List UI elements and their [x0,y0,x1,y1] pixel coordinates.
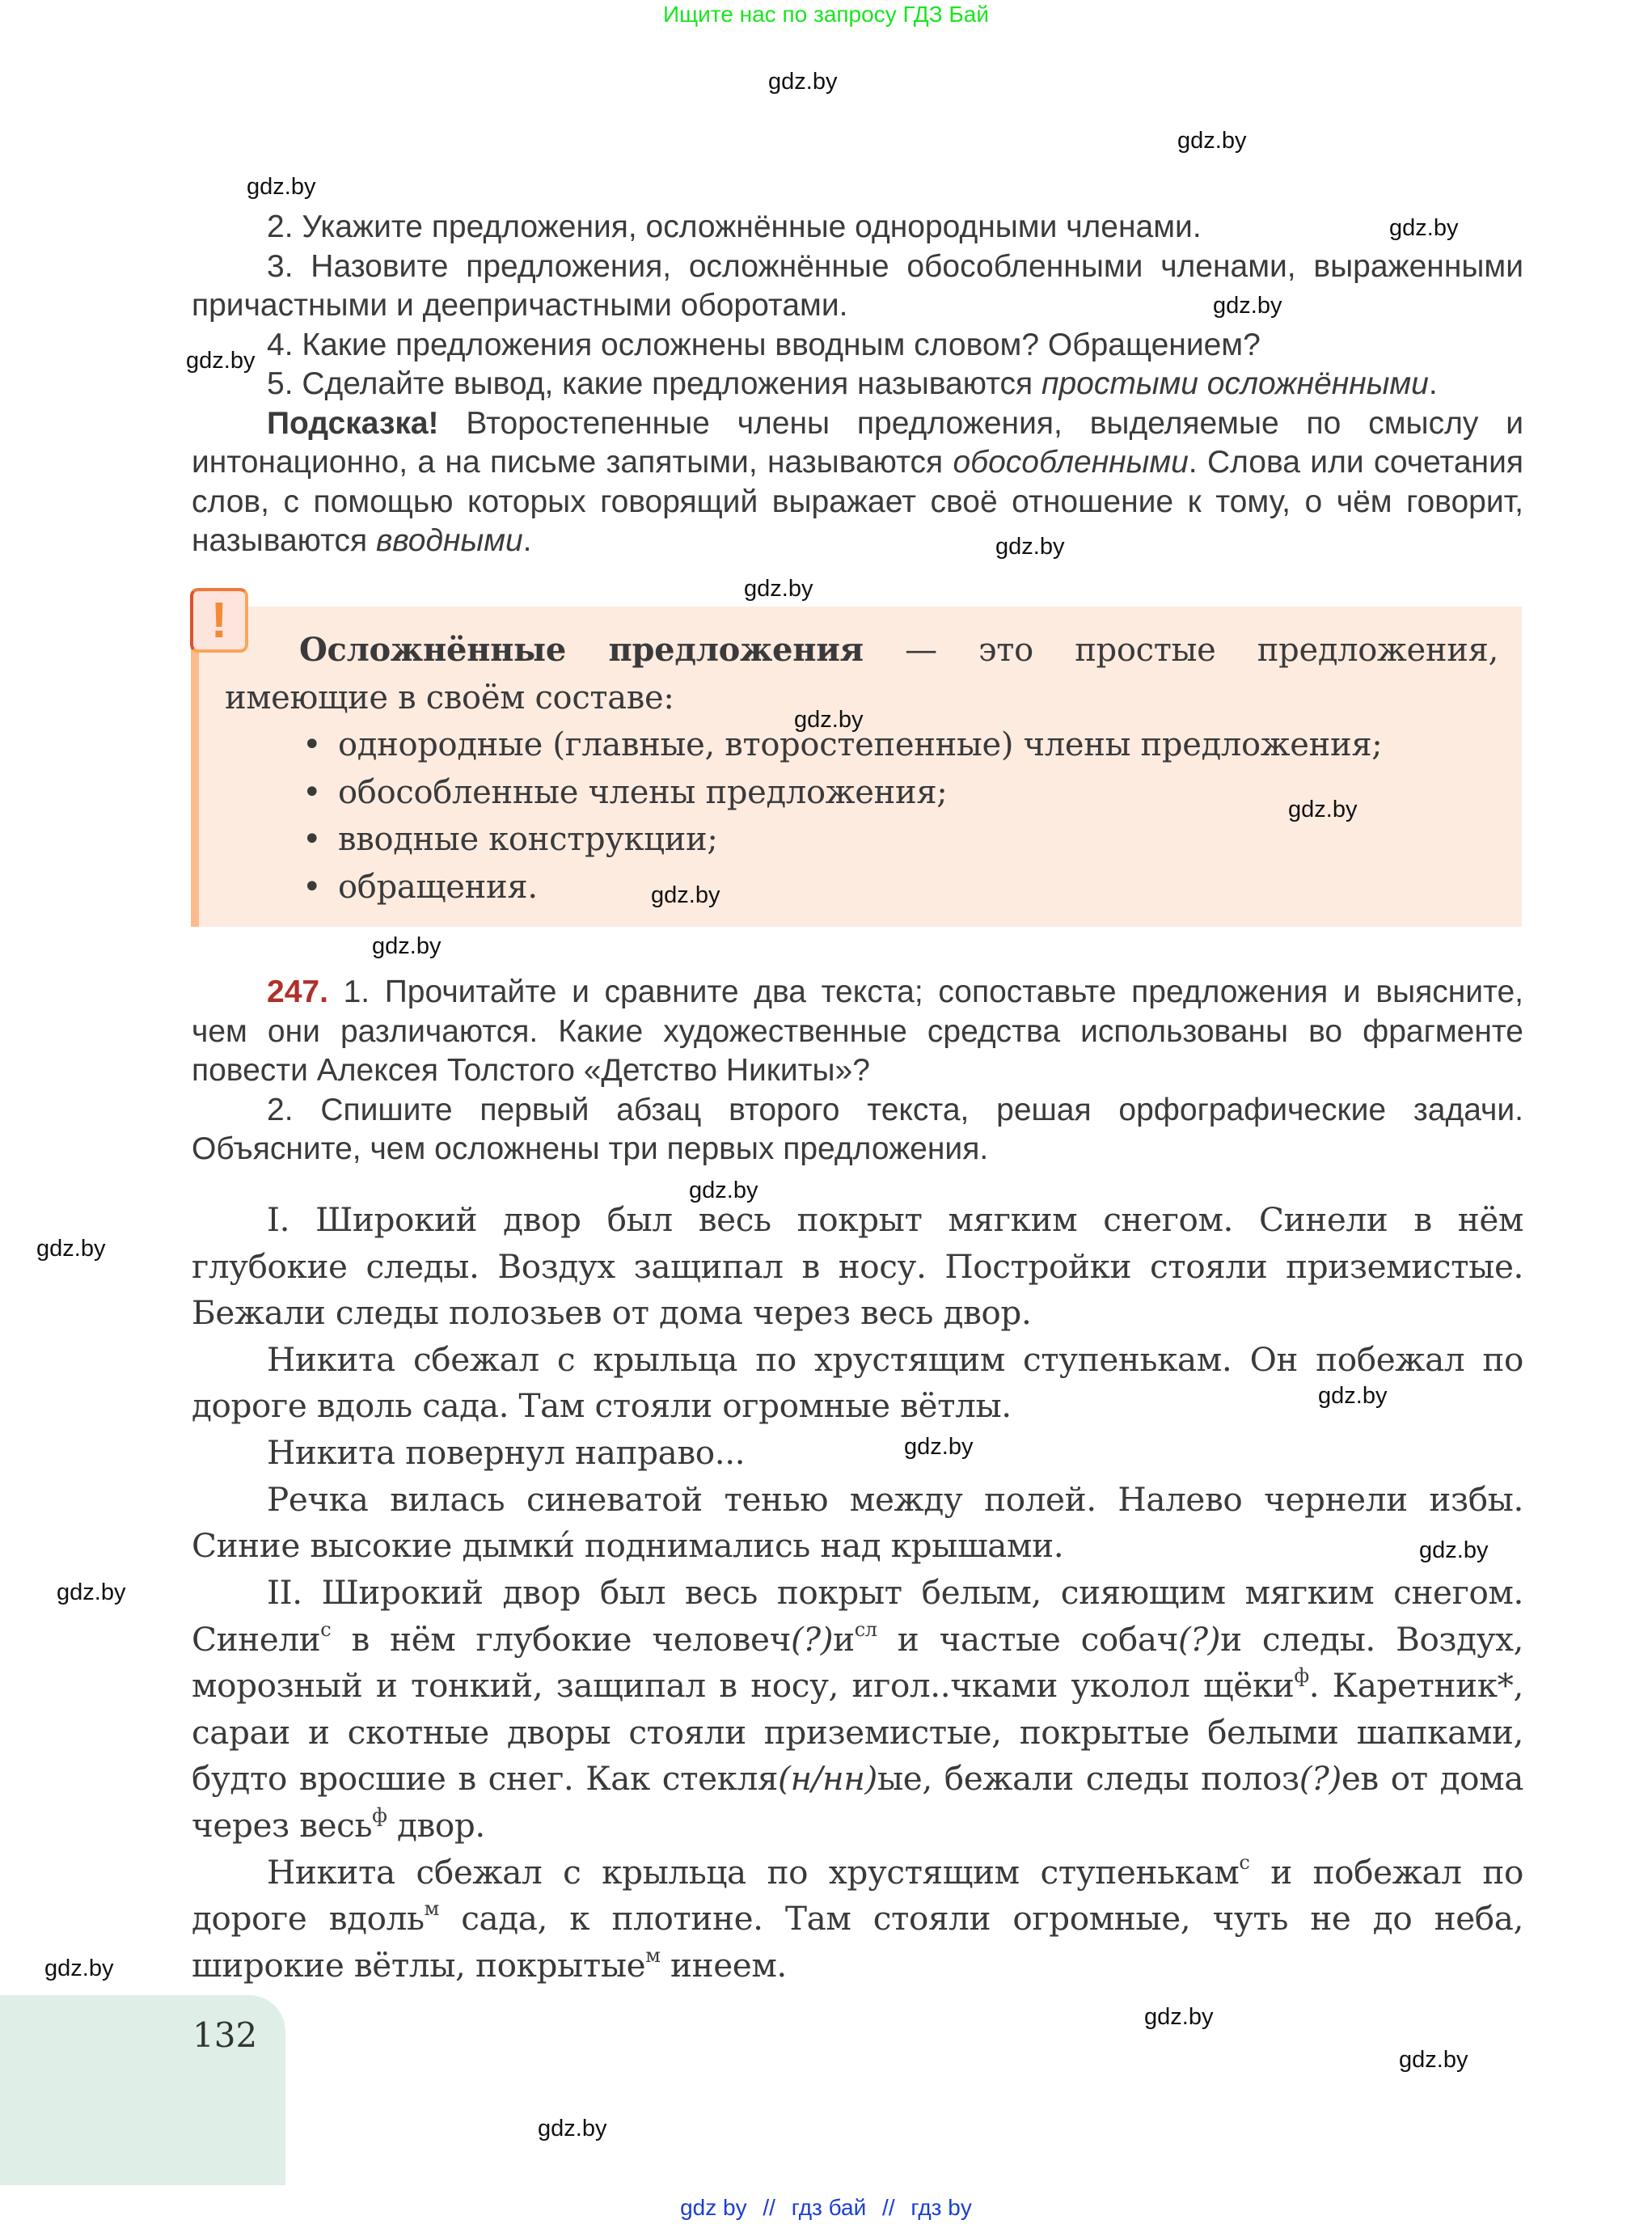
exercise-247 [192,973,1523,1169]
text-two [192,1570,1523,1989]
watermark: gdz.by [1213,293,1282,319]
watermark: gdz.by [1419,1537,1489,1563]
term-italic: простыми осложнёнными [1041,366,1429,401]
footer-link[interactable]: гдз by [911,2195,972,2220]
watermark: gdz.by [1177,128,1247,154]
question-5: 5. Сделайте вывод, какие предложения называются простыми осложнёнными. [267,366,1438,401]
footer-link[interactable]: гдз бай [791,2195,867,2220]
watermark: gdz.by [1389,215,1459,241]
exercise-task-2: 2. Спишите первый абзац второго текста, решая орфографические задачи. Объясните, чем осложнены три первых предложения. [192,1092,1523,1166]
rule-term: Осложнённые предложения [299,631,864,669]
watermark: gdz.by [57,1579,126,1605]
bullet-icon: • [302,821,322,858]
spelling-gap: (?) [1299,1759,1341,1799]
watermark: gdz.by [651,882,720,908]
watermark: gdz.by [44,1956,114,1981]
watermark: gdz.by [247,174,316,200]
exclamation-icon: ! [210,592,228,649]
search-banner: Ищите нас по запросу ГДЗ Бай [662,2,990,27]
rule-definition: Осложнённые предложения — это простые предложения, имеющие в своём составе: [225,631,1498,717]
footer-separator: // [763,2195,775,2220]
text-one-paragraph: Никита сбежал с крыльца по хрустящим ступенькам. Он побежал по дороге вдоль сада. Там стояли огромные вётлы. [192,1339,1523,1426]
footer-links [0,2195,1652,2221]
watermark: gdz.by [744,576,813,602]
hint-paragraph: Подсказка! Второстепенные члены предложения, выделяемые по смыслу и интонационно, а на письме запятыми, называются обособленными. Слова или сочетания слов, с помощью которых говорящий выражает своё отношение к тому, о чём говорит, называются вводными. [192,405,1523,558]
bullet-icon: • [302,726,322,763]
rule-text [225,627,1498,911]
rule-item: • однородные (главные, второстепенные) члены предложения; [225,721,1498,769]
questions-block [192,208,1523,561]
spelling-gap: (?) [1177,1619,1221,1659]
watermark: gdz.by [372,933,442,959]
watermark: gdz.by [1144,2004,1214,2030]
question-4: 4. Какие предложения осложнены вводным словом? Обращением? [267,327,1261,362]
text-one-paragraph: I. Широкий двор был весь покрыт мягким снегом. Синели в нём глубокие следы. Воздух защипал в носу. Постройки стояли приземистые. Бежали следы полозьев от дома через весь двор. [192,1200,1523,1333]
watermark: gdz.by [1399,2047,1468,2073]
footer-separator: // [882,2195,895,2220]
watermark: gdz.by [36,1236,106,1262]
exercise-number: 247. [267,975,328,1009]
watermark: gdz.by [995,534,1065,560]
watermark: gdz.by [689,1178,758,1203]
page-number: 132 [192,2015,258,2055]
watermark: gdz.by [904,1434,974,1460]
text-one-paragraph: Никита повернул направо... [267,1432,746,1472]
question-3: 3. Назовите предложения, осложнённые обособленными членами, выраженными причастными и деепричастными оборотами. [192,248,1523,323]
text-one-paragraph: Речка вилась синеватой тенью между полей. Налево чернели избы. Синие высокие дымки́ поднимались над крышами. [192,1479,1523,1566]
spelling-gap: (?) [790,1619,834,1659]
bullet-icon: • [302,773,322,811]
hint-label: Подсказка! [267,405,439,441]
text-two-paragraph: Никита сбежал с крыльца по хрустящим ступенькам$^с$ и побежал по дороге вдоль$^м$ сада, к плотине. Там стояли огромные, чуть не до неба, широкие вётлы, покрытые$^м$ инеем. [192,1850,1523,1985]
text-two-paragraph: II. Широкий двор был весь покрыт белым, сияющим мягким снегом. Синели$^с$ в нём глубокие $человеч(?)и^{сл}$ и частые собач(?)и следы. Воздух, морозный и тонкий, защипал в носу, игол..чками уколол щёки$^ф$. Каретник*, сараи и скотные дворы стояли приземистые, покрытые белыми шапками, будто вросшие в снег. Как стекля(н/нн)ые, бежали следы полоз(?)ев от дома через весь$^ф$ двор. [192,1573,1523,1845]
bullet-icon: • [302,868,322,906]
watermark: gdz.by [768,69,838,95]
footer-link[interactable]: gdz by [680,2195,747,2220]
rule-item: • вводные конструкции; [225,816,1498,864]
question-2: 2. Укажите предложения, осложнённые однородными членами. [267,209,1202,244]
exercise-task-1: 247. 1. Прочитайте и сравните два текста; сопоставьте предложения и выясните, чем они различаются. Какие художественные средства использованы во фрагменте повести Алексея Толстого «Детство Никиты»? [192,975,1523,1088]
watermark: gdz.by [186,348,256,374]
rule-item: • обращения. [225,864,1498,911]
watermark: gdz.by [1288,797,1358,822]
watermark: gdz.by [1318,1383,1388,1409]
watermark: gdz.by [794,707,864,733]
rule-item: • обособленные члены предложения; [225,769,1498,817]
watermark: gdz.by [538,2116,607,2142]
spelling-gap: (н/нн) [778,1759,877,1799]
